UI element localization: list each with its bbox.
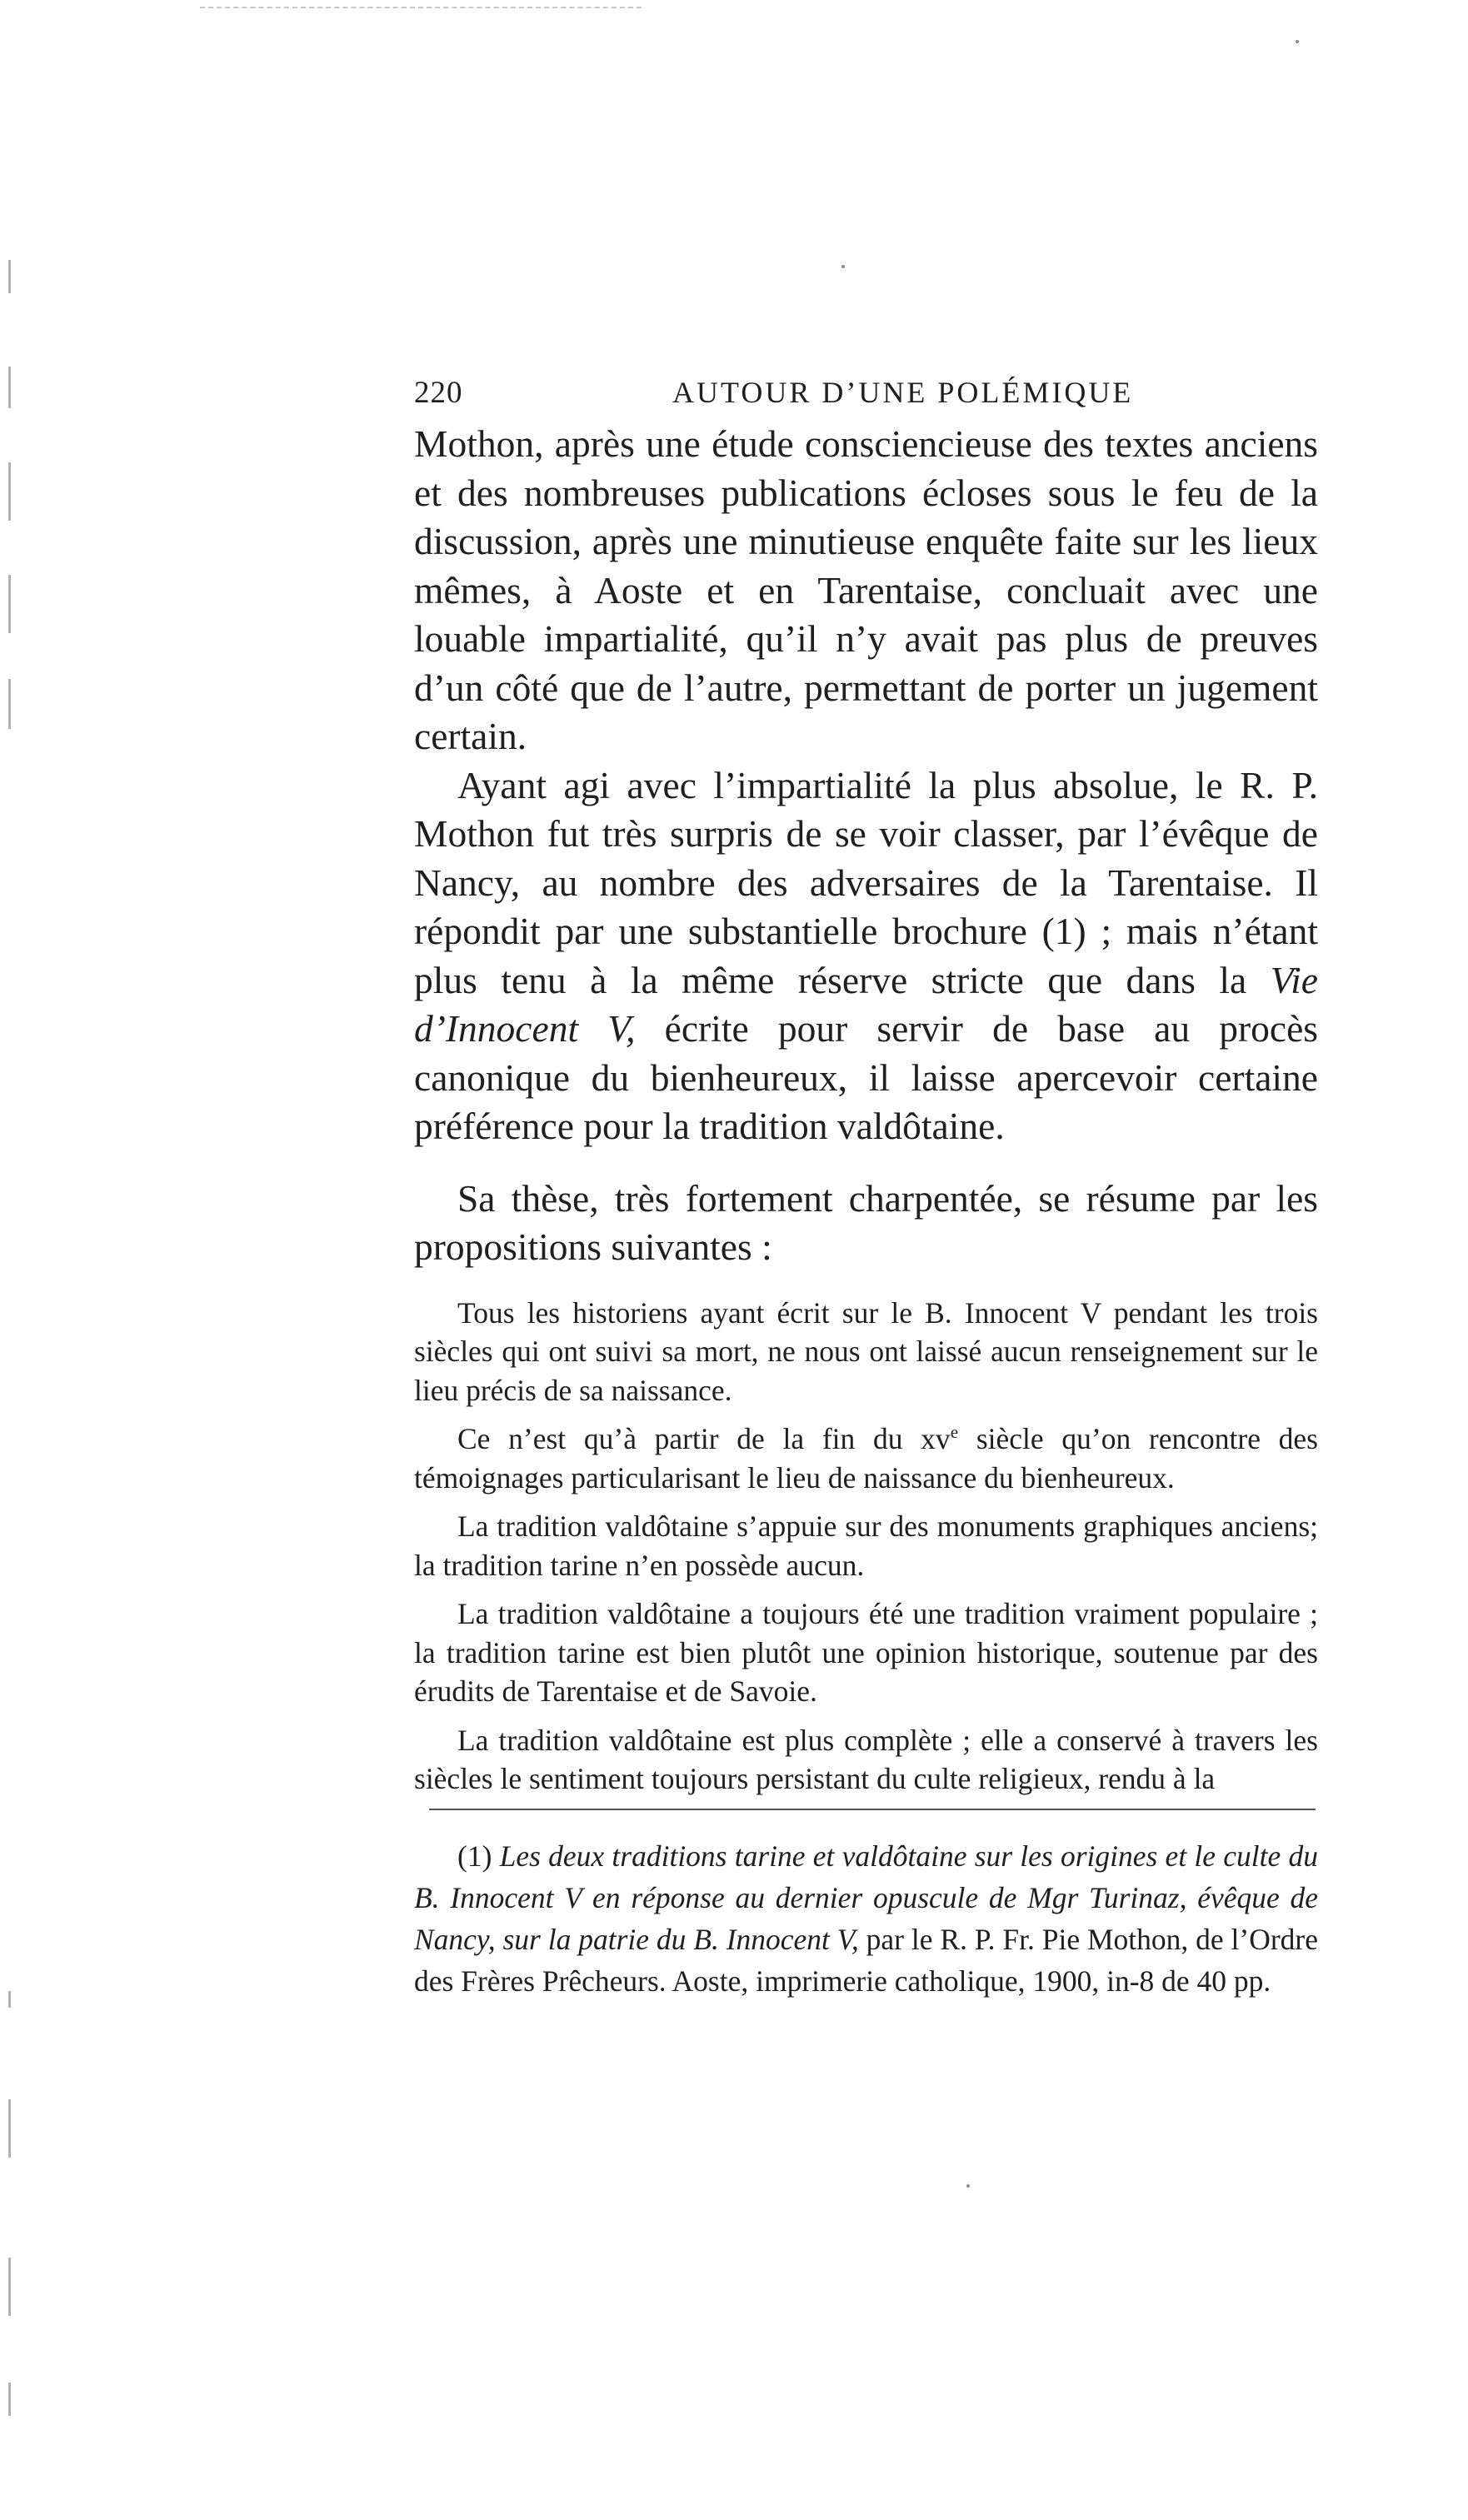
footnote-rule	[429, 1809, 1316, 1810]
superscript: e	[950, 1422, 959, 1443]
scan-edge-mark	[8, 260, 11, 293]
footnote-text: par le R. P. Fr. Pie Mothon, de l’Ordre des Frères Prêcheurs. Aoste, imprimerie catholique, 1900, in-8 de 40 pp.	[414, 1922, 1319, 1998]
running-head	[414, 367, 1318, 417]
footnote	[414, 1835, 1318, 2002]
scan-edge-mark	[8, 575, 11, 633]
proposition: Tous les historiens ayant écrit sur le B. Innocent V pendant les trois siècles qui ont suivi sa mort, ne nous ont laissé aucun renseignement sur le lieu précis de sa naissance.	[414, 1295, 1318, 1407]
proposition	[414, 1420, 1318, 1497]
scan-edge-mark	[8, 367, 11, 408]
scan-speck	[1296, 40, 1299, 43]
scan-speck	[966, 2184, 970, 2188]
book-page	[414, 367, 1318, 2002]
paragraph: Mothon, après une étude consciencieuse des textes anciens et des nombreuses publications écloses sous le feu de la discussion, après une minutieuse enquête faite sur les lieux mêmes, à Aoste et en Tarentaise, concluait avec une louable impartialité, qu’il n’y avait pas plus de preuves d’un côté que de l’autre, permettant de porter un jugement certain.	[414, 422, 1318, 757]
proposition-text: Ce n’est qu’à partir de la fin du xv	[457, 1422, 951, 1455]
quoted-propositions	[414, 1294, 1318, 1799]
paragraph: Sa thèse, très fortement charpentée, se résume par les propositions suivantes :	[414, 1176, 1318, 1268]
scan-edge-mark	[8, 2099, 11, 2158]
body-text	[414, 420, 1318, 1272]
paragraph	[414, 761, 1318, 1151]
proposition: La tradition valdôtaine s’appuie sur des monuments graphiques anciens; la tradition tarine n’en possède aucun.	[414, 1510, 1318, 1582]
scan-edge-mark	[8, 2383, 11, 2416]
scan-edge-mark	[8, 679, 11, 729]
footnote-title: Les deux traditions tarine et valdôtaine sur les origines et le culte du B. Innocent V en réponse au dernier opuscule de Mgr Turinaz, évêque de Nancy, sur la patrie du B. Innocent V,	[414, 1839, 1318, 1956]
scan-artifact-top	[200, 7, 642, 8]
running-title: AUTOUR D’UNE POLÉMIQUE	[672, 376, 1134, 409]
scan-edge-mark	[8, 1991, 11, 2008]
scan-edge-mark	[8, 462, 11, 521]
book-title-italic: Vie d’Innocent V,	[414, 958, 1318, 1050]
paragraph-text: Ayant agi avec l’impartialité la plus absolue, le R. P. Mothon fut très surpris de se voir classer, par l’évêque de Nancy, au nombre des adversaires de la Tarentaise. Il répondit par une substantielle brochure (1) ; mais n’étant plus tenu à la même réserve stricte que dans la	[414, 763, 1318, 1001]
paragraph-text: écrite pour servir de base au procès canonique du bienheureux, il laisse apercevoir certaine préférence pour la tradition valdôtaine.	[414, 1007, 1318, 1147]
proposition-text: siècle qu’on rencontre des témoignages particularisant le lieu de naissance du bienheureux.	[414, 1422, 1318, 1495]
page-number: 220	[414, 376, 463, 410]
scan-speck	[841, 265, 845, 268]
scan-edge-mark	[8, 2258, 11, 2316]
proposition: La tradition valdôtaine a toujours été une tradition vraiment populaire ; la tradition tarine est bien plutôt une opinion historique, soutenue par des érudits de Tarentaise et de Savoie.	[414, 1597, 1318, 1708]
proposition: La tradition valdôtaine est plus complète ; elle a conservé à travers les siècles le sentiment toujours persistant du culte religieux, rendu à la	[414, 1723, 1318, 1795]
footnote-marker: (1)	[457, 1839, 500, 1873]
